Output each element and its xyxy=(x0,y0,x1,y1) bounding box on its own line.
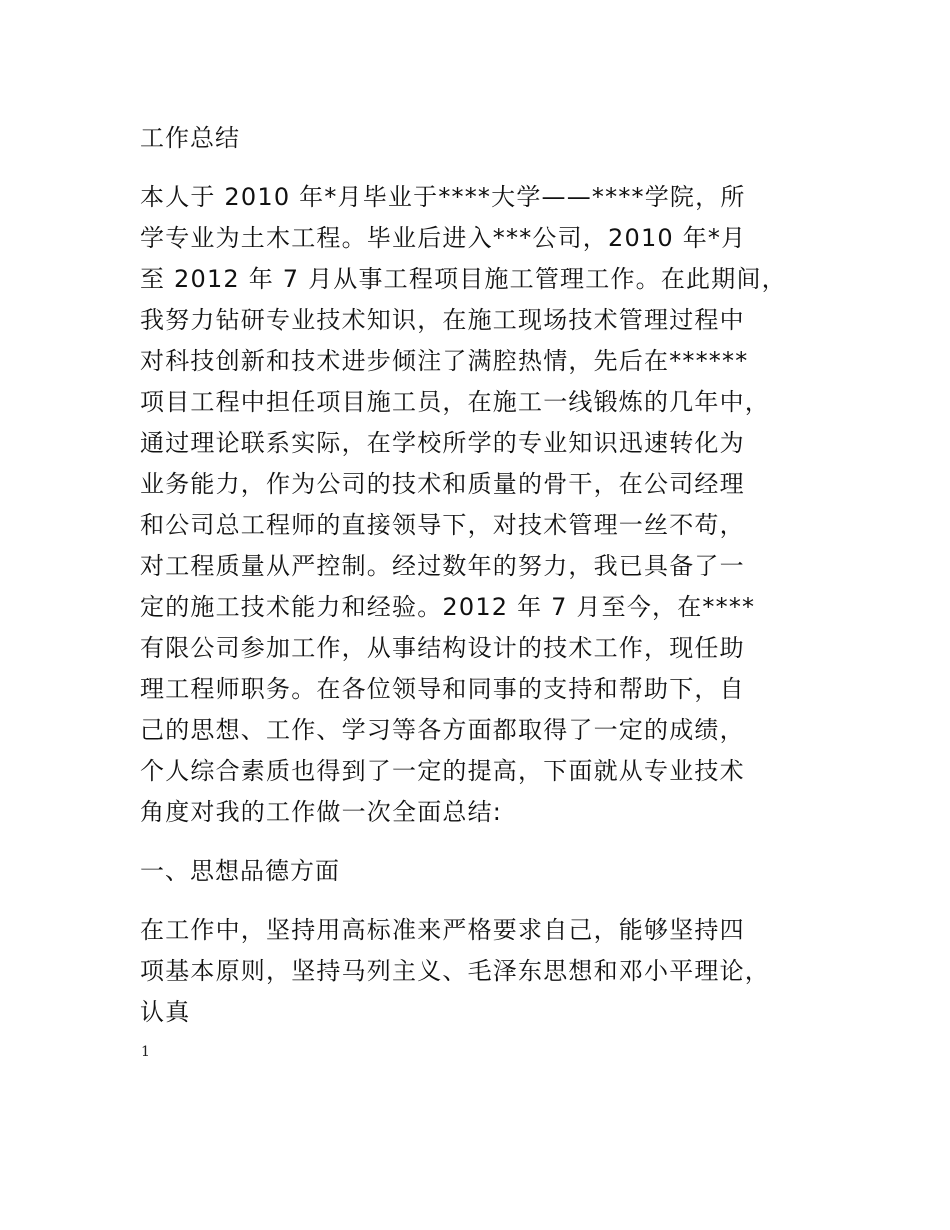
intro-line: 定的施工技术能力和经验。2012 年 7 月至今，在**** xyxy=(140,593,756,621)
intro-line: 对科技创新和技术进步倾注了满腔热情，先后在****** xyxy=(140,347,749,375)
intro-line: 学专业为土木工程。毕业后进入***公司，2010 年*月 xyxy=(140,224,747,252)
intro-line: 己的思想、工作、学习等各方面都取得了一定的成绩， xyxy=(140,716,745,744)
document-title: 工作总结 xyxy=(140,124,240,152)
intro-line: 和公司总工程师的直接领导下，对技术管理一丝不苟， xyxy=(140,511,745,539)
intro-line: 通过理论联系实际，在学校所学的专业知识迅速转化为 xyxy=(140,429,745,457)
intro-line: 我努力钻研专业技术知识，在施工现场技术管理过程中 xyxy=(140,306,745,334)
intro-line: 至 2012 年 7 月从事工程项目施工管理工作。在此期间， xyxy=(140,265,787,293)
intro-paragraph xyxy=(140,177,812,833)
section-line: 项基本原则，坚持马列主义、毛泽东思想和邓小平理论， xyxy=(140,957,770,985)
section-line: 在工作中，坚持用高标准来严格要求自己，能够坚持四 xyxy=(140,916,745,944)
intro-line: 业务能力，作为公司的技术和质量的骨干，在公司经理 xyxy=(140,470,745,498)
paragraph-gap xyxy=(140,892,812,910)
intro-line: 对工程质量从严控制。经过数年的努力，我已具备了一 xyxy=(140,552,745,580)
paragraph-gap xyxy=(140,159,812,177)
paragraph-gap xyxy=(140,833,812,851)
intro-line: 理工程师职务。在各位领导和同事的支持和帮助下，自 xyxy=(140,675,745,703)
intro-line: 个人综合素质也得到了一定的提高，下面就从专业技术 xyxy=(140,757,745,785)
section-heading: 一、思想品德方面 xyxy=(140,857,340,885)
document-body xyxy=(140,118,812,1033)
section-line: 认真 xyxy=(140,998,191,1026)
intro-line: 有限公司参加工作，从事结构设计的技术工作，现任助 xyxy=(140,634,745,662)
intro-line: 项目工程中担任项目施工员，在施工一线锻炼的几年中， xyxy=(140,388,770,416)
intro-line: 角度对我的工作做一次全面总结: xyxy=(140,798,503,826)
intro-line: 本人于 2010 年*月毕业于****大学——****学院，所 xyxy=(140,183,746,211)
page-number: 1 xyxy=(141,1044,150,1060)
section-paragraph xyxy=(140,910,812,1033)
